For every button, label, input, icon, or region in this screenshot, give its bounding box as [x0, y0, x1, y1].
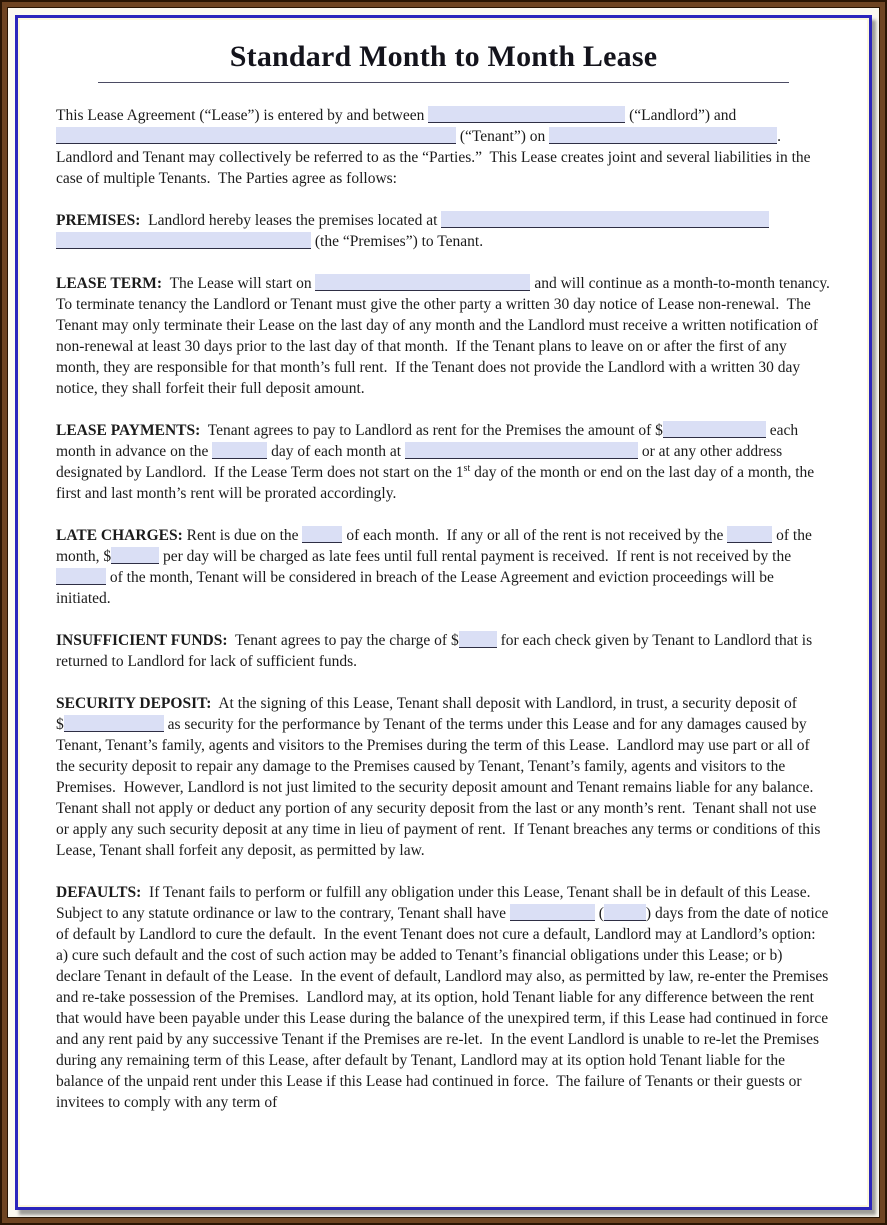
breach-day-field[interactable]	[56, 568, 106, 585]
frame-mat	[7, 7, 880, 1218]
body-text: as security for the performance by Tenant of the terms under this Lease and for any damages caused by Tenant, Tenant’s family, agents and visitors to the Premises during the term of this Lease. Landlord may use part or all of the security deposit to repair any damage to the Premises caused by Tenant, Tenant’s family, agents and visitors to the Premises. However, Landlord is not just limited to the security deposit amount and Tenant remains liable for any balance. Tenant shall not apply or deduct any portion of any security deposit from the last or any month’s rent. Tenant shall not use or apply any such security deposit at any time in lieu of payment of rent. If Tenant breaches any terms or conditions of this Lease, Tenant shall forfeit any deposit, as permitted by law.	[56, 716, 825, 859]
premises-address-field-2[interactable]	[56, 232, 311, 249]
body-text	[769, 212, 773, 229]
body-text: At the signing of this Lease, Tenant shall deposit with Landlord, in trust, a security deposit of	[211, 695, 801, 712]
paragraph-defaults	[56, 882, 831, 1113]
body-text: If Tenant fails to perform or fulfill any obligation under this Lease, Tenant shall be in default of this Lease. Subject to any statute ordinance or law to the contrary, Tenant shall have	[56, 884, 819, 922]
premises-address-field-1[interactable]	[441, 211, 769, 228]
body-text: Tenant agrees to pay to Landlord as rent for the Premises the amount of	[200, 422, 656, 439]
paragraph-intro	[56, 105, 831, 189]
paragraph-lease-term	[56, 273, 838, 399]
rent-amount-field[interactable]	[663, 421, 766, 438]
lease-start-date-field[interactable]	[315, 274, 530, 291]
body-text: or at any other address designated by Landlord. If the Lease Term does not start on the 1	[56, 443, 787, 481]
body-text: This Lease Agreement (“Lease”) is entered by and between	[56, 107, 429, 124]
rent-due-day-field[interactable]	[212, 442, 267, 459]
body-text: ) days from the date of notice of default by Landlord to cure the default. In the event Tenant does not cure a default, Landlord may at Landlord’s option: a) cure such default and the cost of such action may be added to Tenant’s financial obligations under this Lease; or b) declare Tenant in default of the Lease. In the event of default, Landlord may also, as permitted by law, re-enter the Premises and re-take possession of the Premises. Landlord may, at its option, hold Tenant liable for any difference between the rent that would have been payable under this Lease during the balance of the unexpired term, if this Lease had continued in force and any rent paid by any successive Tenant if the Premises are re-let. In the event Landlord is unable to re-let the Premises during any remaining term of this Lease, after default by Tenant, Landlord may at its option hold Tenant liable for the balance of the unpaid rent under this Lease if this Lease had continued in force. The failure of Tenants or their guests or invitees to comply with any term of	[56, 905, 833, 1111]
body-text: (the “Premises”) to Tenant.	[311, 233, 484, 250]
section-heading-security-deposit: SECURITY DEPOSIT:	[56, 695, 212, 712]
payment-address-field[interactable]	[405, 442, 638, 459]
rent-due-day-late-field[interactable]	[302, 526, 342, 543]
late-grace-day-field[interactable]	[727, 526, 772, 543]
body-text: Landlord hereby leases the premises located at	[140, 212, 442, 229]
cure-period-number-field[interactable]	[604, 904, 646, 921]
paragraph-security-deposit	[56, 693, 831, 861]
body-text: . Landlord and Tenant may collectively be referred to as the “Parties.” This Lease creates joint and several liabilities in the case of multiple Tenants. The Parties agree as follows:	[56, 128, 815, 187]
body-text: (	[594, 905, 604, 922]
title-underline	[98, 82, 789, 83]
body-text: per day will be charged as late fees until full rental payment is received. If rent is not received by the	[159, 548, 795, 565]
page-title: Standard Month to Month Lease	[229, 40, 658, 73]
body-text: Tenant agrees to pay the charge of	[227, 632, 451, 649]
landlord-name-field[interactable]	[428, 106, 625, 123]
nsf-charge-field[interactable]	[459, 631, 497, 648]
lease-body	[56, 105, 838, 1113]
section-heading-defaults: DEFAULTS:	[56, 884, 142, 901]
section-heading-lease-payments: LEASE PAYMENTS:	[56, 422, 201, 439]
agreement-date-field[interactable]	[549, 127, 777, 144]
rent-amount-field-unit: $	[655, 422, 766, 439]
body-text: (“Tenant”) on	[456, 128, 550, 145]
security-deposit-amount-field[interactable]	[64, 715, 164, 732]
body-text: The Lease will start on	[162, 275, 316, 292]
body-text: Rent is due on the	[182, 527, 303, 544]
paragraph-late-charges	[56, 525, 831, 609]
section-heading-insufficient-funds: INSUFFICIENT FUNDS:	[56, 632, 228, 649]
body-text: of the month, Tenant will be considered in breach of the Lease Agreement and eviction proceedings will be initiated.	[56, 569, 778, 607]
late-fee-per-day-field-unit: $	[103, 548, 159, 565]
tenant-name-field[interactable]	[56, 127, 456, 144]
cure-period-words-field[interactable]	[510, 904, 595, 921]
section-heading-late-charges: LATE CHARGES:	[56, 527, 183, 544]
security-deposit-amount-field-unit: $	[56, 716, 164, 733]
lease-page	[15, 15, 872, 1210]
section-heading-premises: PREMISES:	[56, 212, 141, 229]
body-text: of each month. If any or all of the rent is not received by the	[342, 527, 728, 544]
section-heading-lease-term: LEASE TERM:	[56, 275, 163, 292]
paragraph-premises	[56, 210, 831, 252]
body-text: day of each month at	[267, 443, 405, 460]
paragraph-insufficient-funds	[56, 630, 831, 672]
late-fee-per-day-field[interactable]	[111, 547, 159, 564]
body-text: and will continue as a month-to-month tenancy. To terminate tenancy the Landlord or Tenant must give the other party a written 30 day notice of Lease non-renewal. The Tenant may only terminate their Lease on the last day of any month and the Landlord must receive a written notification of non-renewal at least 30 days prior to the last day of that month. If the Tenant plans to leave on or after the first of any month, they are responsible for that month’s full rent. If the Tenant does not provide the Landlord with a written 30 day notice, they shall forfeit their full deposit amount.	[56, 275, 838, 397]
body-text: (“Landlord”) and	[625, 107, 741, 124]
body-text: of the month,	[56, 527, 816, 565]
paragraph-lease-payments	[56, 420, 831, 504]
body-text: each month in advance on the	[56, 422, 803, 460]
ordinal-superscript: st	[463, 462, 471, 474]
body-text: day of the month or end on the last day of a month, the first and last month’s rent will be prorated accordingly.	[56, 464, 819, 502]
body-text: for each check given by Tenant to Landlord that is returned to Landlord for lack of sufficient funds.	[56, 632, 817, 670]
nsf-charge-field-unit: $	[451, 632, 497, 649]
